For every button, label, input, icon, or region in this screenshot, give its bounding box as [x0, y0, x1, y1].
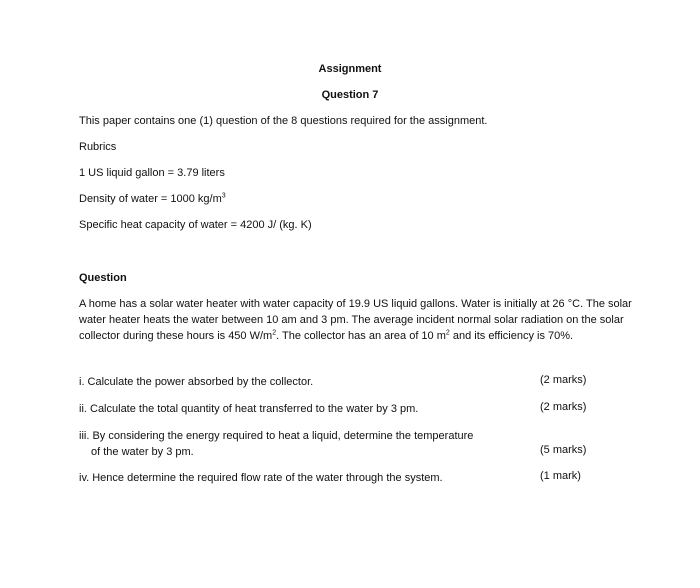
rubric-density-exponent: 3 — [221, 192, 226, 200]
question-paragraph — [79, 296, 639, 344]
rubrics-label: Rubrics — [79, 141, 117, 153]
question-item-iv — [79, 470, 599, 486]
question-paragraph-part3: and its efficiency is 70%. — [449, 330, 574, 342]
question-paragraph-part2: . The collector has an area of 10 m — [276, 330, 446, 342]
question-item-text: iii. By considering the energy required to heat a liquid, determine the temperature — [79, 430, 474, 442]
rubric-density — [79, 193, 226, 205]
question-item-i — [79, 374, 599, 390]
question-item-marks: (2 marks) — [540, 401, 587, 413]
radiation-unit-exponent: 2 — [272, 329, 277, 337]
question-item-marks: (1 mark) — [540, 470, 581, 482]
question-heading: Question — [79, 272, 127, 284]
rubric-heat-capacity: Specific heat capacity of water = 4200 J/ (kg. K) — [79, 219, 312, 231]
question-number-heading: Question 7 — [321, 89, 379, 101]
document-title: Assignment — [318, 63, 382, 75]
question-item-text: iv. Hence determine the required flow rate of the water through the system. — [79, 472, 443, 484]
question-item-marks: (5 marks) — [540, 444, 587, 456]
area-unit-exponent: 2 — [445, 329, 450, 337]
question-item-iii — [79, 428, 599, 460]
question-item-text-continued: of the water by 3 pm. — [91, 446, 194, 458]
question-item-ii — [79, 401, 599, 417]
rubric-gallon: 1 US liquid gallon = 3.79 liters — [79, 167, 225, 179]
question-item-text: i. Calculate the power absorbed by the collector. — [79, 376, 314, 388]
question-item-marks: (2 marks) — [540, 374, 587, 386]
rubric-density-text: Density of water = 1000 kg/m — [79, 193, 222, 205]
intro-statement: This paper contains one (1) question of the 8 questions required for the assignment. — [79, 115, 488, 127]
question-item-text: ii. Calculate the total quantity of heat transferred to the water by 3 pm. — [79, 403, 419, 415]
question-paragraph-part1: A home has a solar water heater with water capacity of 19.9 US liquid gallons. Water is initially at 26 °C. The solar water heater heats the water between 10 am and 3 pm. The average incident normal solar radiation on the solar collector during these hours is 450 W/m — [79, 298, 632, 342]
